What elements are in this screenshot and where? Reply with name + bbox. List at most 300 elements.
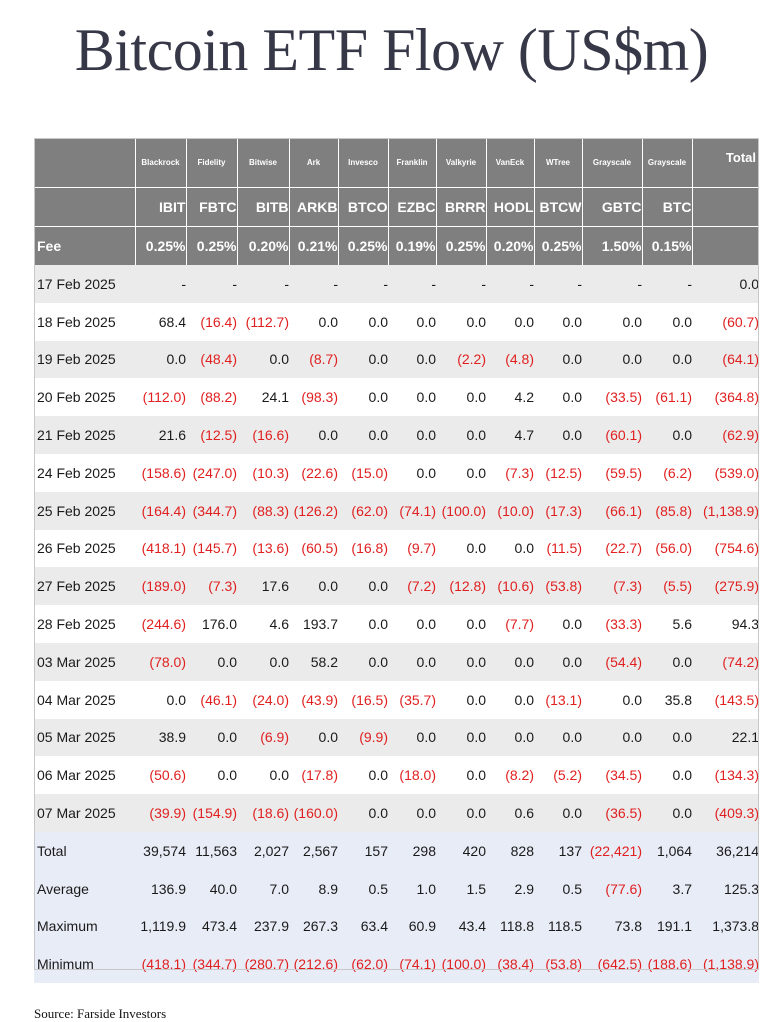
row-total-cell: (409.3) xyxy=(692,794,759,832)
flow-cell: 0.0 xyxy=(436,643,486,681)
flow-cell: (18.0) xyxy=(388,756,436,794)
flow-cell: 0.0 xyxy=(135,341,186,379)
flow-cell: (12.8) xyxy=(436,567,486,605)
table-row xyxy=(34,681,759,719)
flow-cell: 0.0 xyxy=(534,719,582,757)
flow-cell: 0.0 xyxy=(486,303,534,341)
row-total-cell: (74.2) xyxy=(692,643,759,681)
flow-cell: 0.0 xyxy=(534,416,582,454)
flow-cell: 0.0 xyxy=(436,530,486,568)
flow-cell: 21.6 xyxy=(135,416,186,454)
summary-row xyxy=(34,945,759,983)
summary-cell: (344.7) xyxy=(186,945,237,983)
flow-cell: (88.2) xyxy=(186,378,237,416)
flow-cell: (34.5) xyxy=(582,756,642,794)
flow-cell: (9.9) xyxy=(338,719,388,757)
table-row xyxy=(34,492,759,530)
flow-cell: - xyxy=(237,265,289,303)
flow-cell: 0.0 xyxy=(642,303,692,341)
flow-cell: 4.6 xyxy=(237,605,289,643)
flow-cell: (60.5) xyxy=(289,530,338,568)
flow-cell: (13.1) xyxy=(534,681,582,719)
summary-cell: (53.8) xyxy=(534,945,582,983)
row-total-cell: (754.6) xyxy=(692,530,759,568)
fee-cell: 1.50% xyxy=(582,227,642,266)
summary-label: Minimum xyxy=(34,945,135,983)
summary-row xyxy=(34,908,759,946)
flow-cell: (160.0) xyxy=(289,794,338,832)
table-row xyxy=(34,567,759,605)
flow-cell: 0.0 xyxy=(289,303,338,341)
issuer-header: Franklin xyxy=(388,138,436,188)
summary-cell: (22,421) xyxy=(582,832,642,870)
fee-cell: 0.21% xyxy=(289,227,338,266)
issuer-header: Valkyrie xyxy=(436,138,486,188)
summary-total-cell: 1,373.8 xyxy=(692,908,759,946)
summary-cell: 828 xyxy=(486,832,534,870)
flow-cell: - xyxy=(436,265,486,303)
flow-cell: (7.7) xyxy=(486,605,534,643)
flow-cell: 0.0 xyxy=(534,303,582,341)
flow-cell: 4.2 xyxy=(486,378,534,416)
summary-cell: 267.3 xyxy=(289,908,338,946)
row-total-cell: (364.8) xyxy=(692,378,759,416)
flow-cell: 0.0 xyxy=(642,719,692,757)
flow-cell: 58.2 xyxy=(289,643,338,681)
flow-cell: (22.6) xyxy=(289,454,338,492)
flow-cell: (18.6) xyxy=(237,794,289,832)
flow-cell: 0.0 xyxy=(388,416,436,454)
table-row xyxy=(34,605,759,643)
issuer-header: VanEck xyxy=(486,138,534,188)
flow-cell: (189.0) xyxy=(135,567,186,605)
ticker-header: IBIT xyxy=(135,188,186,227)
flow-cell: 0.0 xyxy=(186,756,237,794)
fee-cell: 0.25% xyxy=(338,227,388,266)
flow-cell: (16.4) xyxy=(186,303,237,341)
flow-cell: 0.0 xyxy=(186,643,237,681)
ticker-header: BTCW xyxy=(534,188,582,227)
summary-cell: 2,027 xyxy=(237,832,289,870)
flow-cell: (53.8) xyxy=(534,567,582,605)
flow-cell: 0.0 xyxy=(237,643,289,681)
summary-cell: 1.0 xyxy=(388,870,436,908)
flow-cell: 0.0 xyxy=(436,794,486,832)
summary-cell: (62.0) xyxy=(338,945,388,983)
flow-cell: 0.0 xyxy=(436,681,486,719)
flow-cell: - xyxy=(388,265,436,303)
flow-cell: (164.4) xyxy=(135,492,186,530)
summary-cell: 1.5 xyxy=(436,870,486,908)
flow-cell: 0.0 xyxy=(388,303,436,341)
summary-cell: 60.9 xyxy=(388,908,436,946)
summary-cell: (418.1) xyxy=(135,945,186,983)
flow-cell: (33.3) xyxy=(582,605,642,643)
table-body xyxy=(34,138,759,983)
flow-cell: 5.6 xyxy=(642,605,692,643)
flow-cell: (145.7) xyxy=(186,530,237,568)
flow-cell: (78.0) xyxy=(135,643,186,681)
flow-cell: (4.8) xyxy=(486,341,534,379)
summary-cell: (642.5) xyxy=(582,945,642,983)
flow-cell: 0.0 xyxy=(582,681,642,719)
fee-cell: 0.20% xyxy=(486,227,534,266)
flow-cell: 0.0 xyxy=(582,719,642,757)
flow-cell: 0.0 xyxy=(338,378,388,416)
table-row xyxy=(34,416,759,454)
flow-cell: (46.1) xyxy=(186,681,237,719)
flow-cell: 0.0 xyxy=(237,341,289,379)
summary-cell: 2.9 xyxy=(486,870,534,908)
ticker-header-row xyxy=(34,188,759,227)
issuer-header: Ark xyxy=(289,138,338,188)
flow-cell: (54.4) xyxy=(582,643,642,681)
table-row xyxy=(34,756,759,794)
flow-cell: 0.0 xyxy=(338,303,388,341)
row-total-cell: (60.7) xyxy=(692,303,759,341)
flow-cell: 0.0 xyxy=(388,605,436,643)
fee-cell: 0.20% xyxy=(237,227,289,266)
source-note: Source: Farside Investors xyxy=(34,1006,167,1021)
fee-label: Fee xyxy=(34,227,135,266)
ticker-header: HODL xyxy=(486,188,534,227)
flow-cell: (24.0) xyxy=(237,681,289,719)
flow-cell: 0.0 xyxy=(642,341,692,379)
row-total-cell: 0.0 xyxy=(692,265,759,303)
summary-cell: 8.9 xyxy=(289,870,338,908)
date-cell: 19 Feb 2025 xyxy=(34,341,135,379)
issuer-header: Bitwise xyxy=(237,138,289,188)
date-cell: 21 Feb 2025 xyxy=(34,416,135,454)
flow-cell: (158.6) xyxy=(135,454,186,492)
summary-cell: 137 xyxy=(534,832,582,870)
ticker-header: BRRR xyxy=(436,188,486,227)
flow-cell: 0.0 xyxy=(436,303,486,341)
date-cell: 20 Feb 2025 xyxy=(34,378,135,416)
flow-cell: 0.0 xyxy=(436,378,486,416)
flow-cell: 0.0 xyxy=(642,794,692,832)
flow-cell: (35.7) xyxy=(388,681,436,719)
summary-row xyxy=(34,870,759,908)
flow-cell: (36.5) xyxy=(582,794,642,832)
summary-cell: (212.6) xyxy=(289,945,338,983)
flow-cell: (6.2) xyxy=(642,454,692,492)
flow-cell: 0.0 xyxy=(388,454,436,492)
summary-cell: 3.7 xyxy=(642,870,692,908)
table-row xyxy=(34,794,759,832)
summary-row xyxy=(34,832,759,870)
flow-cell: 0.0 xyxy=(642,416,692,454)
flow-cell: (15.0) xyxy=(338,454,388,492)
flow-cell: (11.5) xyxy=(534,530,582,568)
flow-cell: 0.0 xyxy=(388,643,436,681)
flow-cell: (112.0) xyxy=(135,378,186,416)
flow-cell: (247.0) xyxy=(186,454,237,492)
summary-cell: (188.6) xyxy=(642,945,692,983)
row-total-cell: (539.0) xyxy=(692,454,759,492)
row-total-cell: (134.3) xyxy=(692,756,759,794)
summary-cell: 63.4 xyxy=(338,908,388,946)
issuer-header-row xyxy=(34,138,759,188)
fee-cell: 0.19% xyxy=(388,227,436,266)
flow-cell: 0.0 xyxy=(338,643,388,681)
ticker-header: ARKB xyxy=(289,188,338,227)
flow-cell: 0.0 xyxy=(388,794,436,832)
flow-cell: 0.0 xyxy=(534,378,582,416)
flow-cell: 0.0 xyxy=(338,416,388,454)
summary-cell: 237.9 xyxy=(237,908,289,946)
summary-cell: 39,574 xyxy=(135,832,186,870)
row-total-cell: (1,138.9) xyxy=(692,492,759,530)
flow-cell: (22.7) xyxy=(582,530,642,568)
flow-cell: 0.0 xyxy=(237,756,289,794)
flow-cell: 0.0 xyxy=(338,794,388,832)
flow-cell: 35.8 xyxy=(642,681,692,719)
flow-cell: 0.0 xyxy=(534,794,582,832)
flow-cell: (7.2) xyxy=(388,567,436,605)
flow-cell: (5.2) xyxy=(534,756,582,794)
flow-cell: (8.2) xyxy=(486,756,534,794)
header-blank xyxy=(692,227,759,266)
issuer-header: Grayscale xyxy=(642,138,692,188)
row-total-cell: 94.3 xyxy=(692,605,759,643)
flow-cell: - xyxy=(642,265,692,303)
flow-cell: (126.2) xyxy=(289,492,338,530)
flow-cell: 0.0 xyxy=(289,567,338,605)
issuer-header: Grayscale xyxy=(582,138,642,188)
flow-cell: (7.3) xyxy=(582,567,642,605)
total-header: Total xyxy=(692,138,759,188)
flow-cell: (43.9) xyxy=(289,681,338,719)
fee-row xyxy=(34,227,759,266)
ticker-header: GBTC xyxy=(582,188,642,227)
flow-cell: (2.2) xyxy=(436,341,486,379)
flow-cell: 0.0 xyxy=(486,681,534,719)
flow-cell: (48.4) xyxy=(186,341,237,379)
table-row xyxy=(34,719,759,757)
summary-cell: (38.4) xyxy=(486,945,534,983)
flow-cell: (12.5) xyxy=(186,416,237,454)
flow-cell: (62.0) xyxy=(338,492,388,530)
date-cell: 17 Feb 2025 xyxy=(34,265,135,303)
flow-cell: (5.5) xyxy=(642,567,692,605)
flow-cell: (9.7) xyxy=(388,530,436,568)
summary-cell: 40.0 xyxy=(186,870,237,908)
flow-cell: 0.0 xyxy=(135,681,186,719)
summary-cell: 1,064 xyxy=(642,832,692,870)
summary-cell: (77.6) xyxy=(582,870,642,908)
summary-cell: 136.9 xyxy=(135,870,186,908)
flow-cell: (10.0) xyxy=(486,492,534,530)
flow-cell: (61.1) xyxy=(642,378,692,416)
flow-cell: (98.3) xyxy=(289,378,338,416)
flow-cell: (85.8) xyxy=(642,492,692,530)
fee-cell: 0.25% xyxy=(186,227,237,266)
flow-cell: - xyxy=(486,265,534,303)
summary-cell: 420 xyxy=(436,832,486,870)
flow-cell: (50.6) xyxy=(135,756,186,794)
flow-cell: 0.0 xyxy=(436,454,486,492)
flow-cell: (6.9) xyxy=(237,719,289,757)
table-row xyxy=(34,265,759,303)
flow-cell: - xyxy=(534,265,582,303)
header-corner xyxy=(34,188,135,227)
flow-cell: (56.0) xyxy=(642,530,692,568)
fee-cell: 0.25% xyxy=(534,227,582,266)
flow-cell: (7.3) xyxy=(486,454,534,492)
flow-cell: (13.6) xyxy=(237,530,289,568)
date-cell: 18 Feb 2025 xyxy=(34,303,135,341)
summary-cell: 118.8 xyxy=(486,908,534,946)
flow-cell: (74.1) xyxy=(388,492,436,530)
flow-cell: - xyxy=(289,265,338,303)
date-cell: 25 Feb 2025 xyxy=(34,492,135,530)
summary-cell: 11,563 xyxy=(186,832,237,870)
flow-cell: (100.0) xyxy=(436,492,486,530)
date-cell: 04 Mar 2025 xyxy=(34,681,135,719)
flow-cell: - xyxy=(338,265,388,303)
flow-cell: 0.0 xyxy=(582,341,642,379)
flow-cell: 0.0 xyxy=(388,719,436,757)
summary-label: Maximum xyxy=(34,908,135,946)
fee-cell: 0.15% xyxy=(642,227,692,266)
date-cell: 26 Feb 2025 xyxy=(34,530,135,568)
flow-cell: (112.7) xyxy=(237,303,289,341)
flow-cell: 0.0 xyxy=(642,756,692,794)
table-row xyxy=(34,303,759,341)
summary-cell: 2,567 xyxy=(289,832,338,870)
flow-cell: 0.0 xyxy=(186,719,237,757)
issuer-header: Invesco xyxy=(338,138,388,188)
ticker-header: BTCO xyxy=(338,188,388,227)
flow-cell: 0.0 xyxy=(534,341,582,379)
date-cell: 27 Feb 2025 xyxy=(34,567,135,605)
fee-cell: 0.25% xyxy=(436,227,486,266)
flow-cell: (8.7) xyxy=(289,341,338,379)
row-total-cell: (143.5) xyxy=(692,681,759,719)
fee-cell: 0.25% xyxy=(135,227,186,266)
summary-cell: (74.1) xyxy=(388,945,436,983)
summary-cell: 0.5 xyxy=(338,870,388,908)
flow-cell: 0.0 xyxy=(338,567,388,605)
flow-cell: (59.5) xyxy=(582,454,642,492)
summary-cell: 0.5 xyxy=(534,870,582,908)
flow-cell: 193.7 xyxy=(289,605,338,643)
ticker-header: FBTC xyxy=(186,188,237,227)
table-row xyxy=(34,454,759,492)
header-corner xyxy=(34,138,135,188)
flow-cell: 0.0 xyxy=(486,719,534,757)
summary-label: Average xyxy=(34,870,135,908)
flow-cell: (39.9) xyxy=(135,794,186,832)
flow-cell: 0.0 xyxy=(338,605,388,643)
flow-cell: 0.0 xyxy=(388,341,436,379)
flow-cell: 0.0 xyxy=(486,530,534,568)
row-total-cell: (64.1) xyxy=(692,341,759,379)
row-total-cell: 22.1 xyxy=(692,719,759,757)
row-total-cell: (62.9) xyxy=(692,416,759,454)
flow-cell: (7.3) xyxy=(186,567,237,605)
flow-cell: (418.1) xyxy=(135,530,186,568)
issuer-header: Fidelity xyxy=(186,138,237,188)
issuer-header: Blackrock xyxy=(135,138,186,188)
summary-cell: (280.7) xyxy=(237,945,289,983)
summary-cell: 157 xyxy=(338,832,388,870)
flow-cell: 0.0 xyxy=(642,643,692,681)
flow-cell: (12.5) xyxy=(534,454,582,492)
ticker-header: EZBC xyxy=(388,188,436,227)
row-total-cell: (275.9) xyxy=(692,567,759,605)
summary-cell: 1,119.9 xyxy=(135,908,186,946)
summary-cell: 43.4 xyxy=(436,908,486,946)
flow-cell: (244.6) xyxy=(135,605,186,643)
flow-cell: 0.0 xyxy=(338,756,388,794)
flow-cell: (33.5) xyxy=(582,378,642,416)
flow-cell: (60.1) xyxy=(582,416,642,454)
flow-cell: - xyxy=(186,265,237,303)
flow-cell: (344.7) xyxy=(186,492,237,530)
flow-cell: 17.6 xyxy=(237,567,289,605)
flow-cell: 0.0 xyxy=(436,756,486,794)
summary-cell: 118.5 xyxy=(534,908,582,946)
date-cell: 07 Mar 2025 xyxy=(34,794,135,832)
summary-cell: 473.4 xyxy=(186,908,237,946)
flow-cell: (16.6) xyxy=(237,416,289,454)
flow-cell: (10.6) xyxy=(486,567,534,605)
flow-cell: 0.0 xyxy=(486,643,534,681)
summary-total-cell: (1,138.9) xyxy=(692,945,759,983)
flow-cell: 0.0 xyxy=(534,643,582,681)
summary-cell: 7.0 xyxy=(237,870,289,908)
flow-cell: (17.8) xyxy=(289,756,338,794)
flow-cell: 0.0 xyxy=(338,341,388,379)
summary-cell: (100.0) xyxy=(436,945,486,983)
date-cell: 03 Mar 2025 xyxy=(34,643,135,681)
flow-cell: (17.3) xyxy=(534,492,582,530)
flow-cell: 38.9 xyxy=(135,719,186,757)
table-row xyxy=(34,530,759,568)
flow-cell: 176.0 xyxy=(186,605,237,643)
summary-total-cell: 125.3 xyxy=(692,870,759,908)
date-cell: 28 Feb 2025 xyxy=(34,605,135,643)
summary-cell: 298 xyxy=(388,832,436,870)
summary-cell: 73.8 xyxy=(582,908,642,946)
flow-cell: 0.0 xyxy=(436,605,486,643)
flow-cell: 0.0 xyxy=(534,605,582,643)
flow-cell: 0.6 xyxy=(486,794,534,832)
flow-cell: (88.3) xyxy=(237,492,289,530)
table-row xyxy=(34,643,759,681)
summary-cell: 191.1 xyxy=(642,908,692,946)
flow-cell: 0.0 xyxy=(289,719,338,757)
flow-cell: (16.5) xyxy=(338,681,388,719)
date-cell: 05 Mar 2025 xyxy=(34,719,135,757)
summary-label: Total xyxy=(34,832,135,870)
flow-cell: 0.0 xyxy=(436,719,486,757)
etf-flow-table xyxy=(34,138,759,983)
flow-cell: 24.1 xyxy=(237,378,289,416)
flow-cell: 0.0 xyxy=(436,416,486,454)
summary-total-cell: 36,214 xyxy=(692,832,759,870)
page-title: Bitcoin ETF Flow (US$m) xyxy=(74,17,709,83)
table-row xyxy=(34,378,759,416)
header-blank xyxy=(692,188,759,227)
flow-cell: 0.0 xyxy=(388,378,436,416)
flow-cell: 68.4 xyxy=(135,303,186,341)
flow-cell: - xyxy=(135,265,186,303)
flow-cell: - xyxy=(582,265,642,303)
flow-cell: 4.7 xyxy=(486,416,534,454)
